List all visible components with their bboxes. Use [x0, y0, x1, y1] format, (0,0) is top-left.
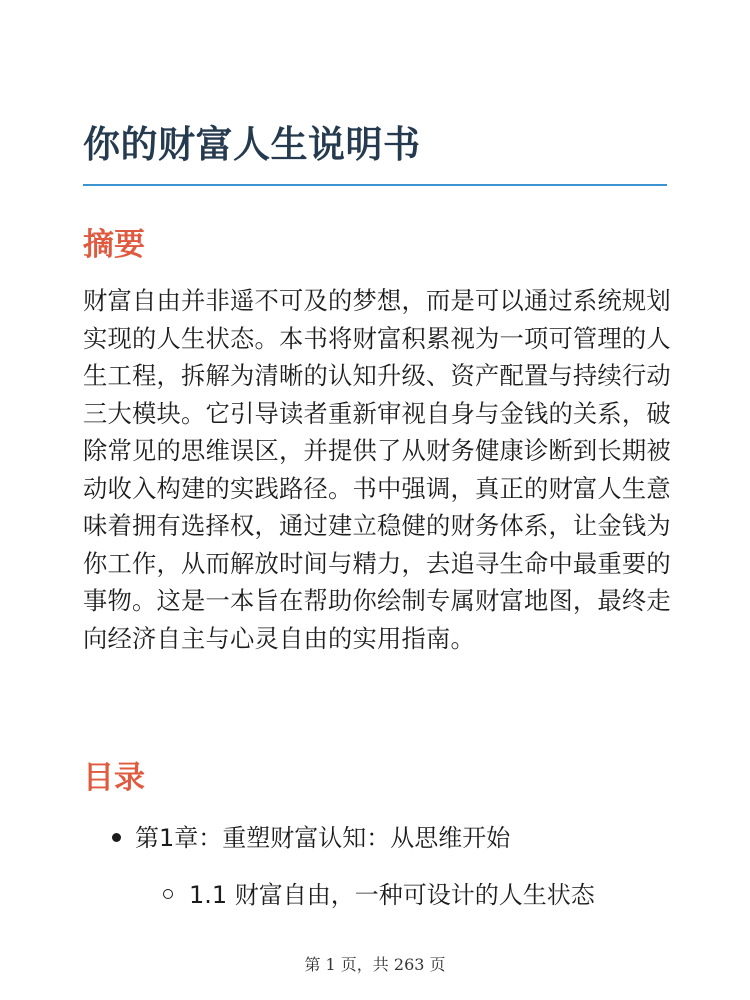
toc-item-label: 1.1 财富自由，一种可设计的人生状态 [189, 881, 595, 909]
page-title: 你的财富人生说明书 [83, 123, 421, 166]
bullet-disc-icon [112, 833, 121, 842]
toc-item-chapter-1[interactable] [112, 818, 510, 853]
bullet-circle-icon [163, 889, 173, 899]
abstract-paragraph: 财富自由并非遥不可及的梦想，而是可以通过系统规划实现的人生状态。本书将财富积累视为一项可管理的人生工程，拆解为清晰的认知升级、资产配置与持续行动三大模块。它引导读者重新审视自身与金钱的关系，破除常见的思维误区，并提供了从财务健康诊断到长期被动收入构建的实践路径。书中强调，真正的财富人生意味着拥有选择权，通过建立稳健的财务体系，让金钱为你工作，从而解放时间与精力，去追寻生命中最重要的事物。这是一本旨在帮助你绘制专属财富地图，最终走向经济自主与心灵自由的实用指南。 [83, 286, 671, 653]
toc-item-section-1-1[interactable] [163, 875, 595, 910]
page-number-footer: 第 1 页，共 263 页 [304, 955, 446, 974]
toc-item-label: 第1章：重塑财富认知：从思维开始 [135, 824, 511, 852]
title-divider [83, 184, 667, 186]
abstract-heading: 摘要 [83, 227, 145, 263]
toc-heading: 目录 [83, 760, 145, 796]
